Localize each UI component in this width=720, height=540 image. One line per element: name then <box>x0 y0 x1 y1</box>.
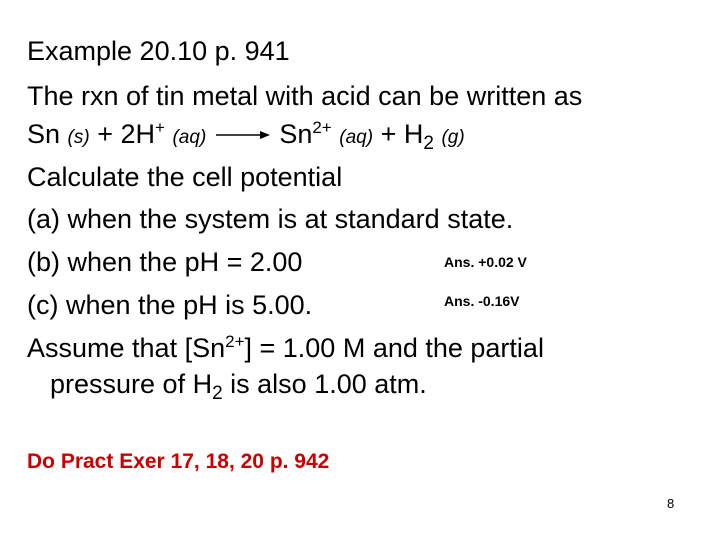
assume-post: ] = 1.00 M and the partial <box>244 333 544 363</box>
answer-b: Ans. +0.02 V <box>444 254 527 270</box>
answer-c: Ans. -0.16V <box>444 293 520 309</box>
sn-charge: 2+ <box>225 332 245 351</box>
part-b: (b) when the pH = 2.00 <box>27 247 303 277</box>
pressure-post: is also 1.00 atm. <box>222 369 427 399</box>
reactant-h-state: (aq) <box>172 127 207 148</box>
product-sn: Sn <box>279 119 313 149</box>
reactant-sn: Sn <box>27 119 61 149</box>
chemical-equation <box>27 118 465 154</box>
product-sn-state: (aq) <box>339 127 374 148</box>
question-text: Calculate the cell potential <box>27 162 343 192</box>
product-h2-state: (g) <box>441 127 465 148</box>
page-number: 8 <box>667 496 675 511</box>
h-charge: + <box>155 118 165 137</box>
assume-pre: Assume that [Sn <box>27 333 226 363</box>
product-h2: H <box>403 119 424 149</box>
reactant-sn-state: (s) <box>67 127 90 148</box>
intro-text: The rxn of tin metal with acid can be written as <box>27 81 583 111</box>
pressure-pre: pressure of H <box>50 369 213 399</box>
h2-subscript: 2 <box>423 133 434 154</box>
plus-sign: + <box>97 119 113 149</box>
sn-charge: 2+ <box>312 118 332 137</box>
h2-subscript: 2 <box>212 383 223 404</box>
reaction-arrow-icon <box>214 118 272 150</box>
reactant-h: 2H <box>120 119 156 149</box>
assumption-text <box>27 332 544 364</box>
practice-exercises: Do Pract Exer 17, 18, 20 p. 942 <box>27 450 330 473</box>
plus-sign: + <box>380 119 397 149</box>
part-a: (a) when the system is at standard state. <box>27 204 514 234</box>
part-c: (c) when the pH is 5.00. <box>27 290 313 320</box>
pressure-text <box>50 368 427 404</box>
slide-title: Example 20.10 p. 941 <box>27 36 290 66</box>
